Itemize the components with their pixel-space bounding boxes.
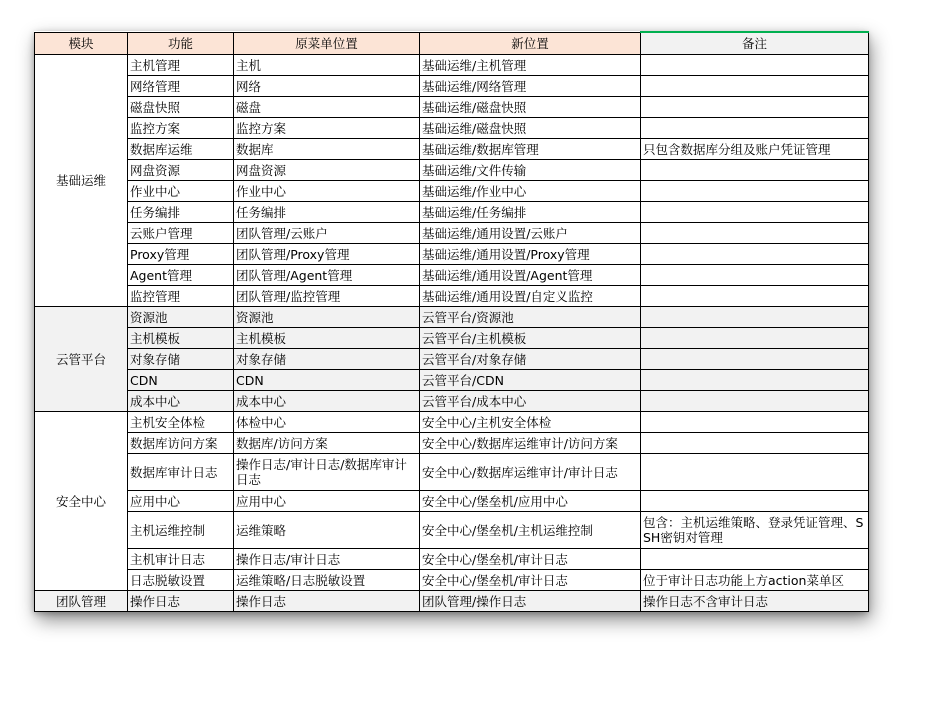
function-cell[interactable]: 操作日志: [128, 591, 234, 612]
original-menu-cell[interactable]: 任务编排: [234, 202, 420, 223]
new-location-cell[interactable]: 基础运维/主机管理: [420, 55, 641, 76]
new-location-cell[interactable]: 基础运维/文件传输: [420, 160, 641, 181]
function-cell[interactable]: 数据库访问方案: [128, 433, 234, 454]
header-original-menu: 原菜单位置: [234, 32, 420, 55]
function-cell[interactable]: 监控方案: [128, 118, 234, 139]
note-cell[interactable]: [641, 328, 869, 349]
table-row: [35, 349, 869, 370]
function-cell[interactable]: 数据库审计日志: [128, 454, 234, 491]
new-location-cell[interactable]: 安全中心/主机安全体检: [420, 412, 641, 433]
function-cell[interactable]: 日志脱敏设置: [128, 570, 234, 591]
function-cell[interactable]: 主机审计日志: [128, 549, 234, 570]
note-cell[interactable]: [641, 160, 869, 181]
original-menu-cell[interactable]: 团队管理/Proxy管理: [234, 244, 420, 265]
module-cell[interactable]: 基础运维: [35, 55, 128, 307]
note-cell[interactable]: [641, 433, 869, 454]
new-location-cell[interactable]: 基础运维/通用设置/云账户: [420, 223, 641, 244]
table-row: [35, 307, 869, 328]
note-cell[interactable]: [641, 307, 869, 328]
header-function: 功能: [128, 32, 234, 55]
header-module: 模块: [35, 32, 128, 55]
new-location-cell[interactable]: 安全中心/数据库运维审计/访问方案: [420, 433, 641, 454]
new-location-cell[interactable]: 安全中心/堡垒机/审计日志: [420, 570, 641, 591]
original-menu-cell[interactable]: 体检中心: [234, 412, 420, 433]
note-cell[interactable]: [641, 549, 869, 570]
new-location-cell[interactable]: 基础运维/磁盘快照: [420, 118, 641, 139]
table-row: [35, 118, 869, 139]
function-cell[interactable]: CDN: [128, 370, 234, 391]
function-cell[interactable]: 网盘资源: [128, 160, 234, 181]
table-row: [35, 549, 869, 570]
table-row: [35, 97, 869, 118]
header-row: [35, 32, 869, 55]
original-menu-cell[interactable]: 团队管理/Agent管理: [234, 265, 420, 286]
function-cell[interactable]: 对象存储: [128, 349, 234, 370]
new-location-cell[interactable]: 团队管理/操作日志: [420, 591, 641, 612]
table-row: [35, 433, 869, 454]
note-cell[interactable]: [641, 118, 869, 139]
note-cell[interactable]: [641, 370, 869, 391]
note-cell[interactable]: [641, 244, 869, 265]
table-row: [35, 570, 869, 591]
new-location-cell[interactable]: 云管平台/主机模板: [420, 328, 641, 349]
module-cell[interactable]: 安全中心: [35, 412, 128, 591]
note-cell[interactable]: [641, 412, 869, 433]
new-location-cell[interactable]: 云管平台/成本中心: [420, 391, 641, 412]
original-menu-cell[interactable]: 成本中心: [234, 391, 420, 412]
table-row: [35, 412, 869, 433]
note-cell[interactable]: [641, 202, 869, 223]
new-location-cell[interactable]: 基础运维/作业中心: [420, 181, 641, 202]
new-location-cell[interactable]: 云管平台/资源池: [420, 307, 641, 328]
original-menu-cell[interactable]: 数据库/访问方案: [234, 433, 420, 454]
function-cell[interactable]: 应用中心: [128, 491, 234, 512]
original-menu-cell[interactable]: 资源池: [234, 307, 420, 328]
original-menu-cell[interactable]: 磁盘: [234, 97, 420, 118]
table-row: [35, 76, 869, 97]
table-row: [35, 391, 869, 412]
original-menu-cell[interactable]: 操作日志/审计日志: [234, 549, 420, 570]
table-row: [35, 328, 869, 349]
note-cell[interactable]: [641, 181, 869, 202]
original-menu-cell[interactable]: 运维策略: [234, 512, 420, 549]
original-menu-cell[interactable]: 网络: [234, 76, 420, 97]
table-row: [35, 512, 869, 549]
function-cell[interactable]: 数据库运维: [128, 139, 234, 160]
new-location-cell[interactable]: 基础运维/磁盘快照: [420, 97, 641, 118]
new-location-cell[interactable]: 安全中心/堡垒机/审计日志: [420, 549, 641, 570]
note-cell[interactable]: [641, 286, 869, 307]
original-menu-cell[interactable]: 作业中心: [234, 181, 420, 202]
table-row: [35, 591, 869, 612]
table-row: [35, 286, 869, 307]
note-cell[interactable]: [641, 349, 869, 370]
header-notes[interactable]: 备注: [641, 32, 869, 55]
table-row: [35, 244, 869, 265]
original-menu-cell[interactable]: CDN: [234, 370, 420, 391]
new-location-cell[interactable]: 基础运维/通用设置/Proxy管理: [420, 244, 641, 265]
new-location-cell[interactable]: 云管平台/对象存储: [420, 349, 641, 370]
function-cell[interactable]: 主机安全体检: [128, 412, 234, 433]
note-cell[interactable]: 只包含数据库分组及账户凭证管理: [641, 139, 869, 160]
note-cell[interactable]: [641, 76, 869, 97]
table-row: [35, 202, 869, 223]
function-cell[interactable]: 资源池: [128, 307, 234, 328]
menu-migration-table: [34, 31, 869, 612]
new-location-cell[interactable]: 基础运维/通用设置/Agent管理: [420, 265, 641, 286]
header-new-location: 新位置: [420, 32, 641, 55]
table-row: [35, 370, 869, 391]
note-cell[interactable]: [641, 454, 869, 491]
table-body: [35, 55, 869, 612]
original-menu-cell[interactable]: 操作日志/审计日志/数据库审计日志: [234, 454, 420, 491]
function-cell[interactable]: Agent管理: [128, 265, 234, 286]
table-row: [35, 223, 869, 244]
original-menu-cell[interactable]: 主机模板: [234, 328, 420, 349]
function-cell[interactable]: 成本中心: [128, 391, 234, 412]
function-cell[interactable]: 磁盘快照: [128, 97, 234, 118]
function-cell[interactable]: 监控管理: [128, 286, 234, 307]
new-location-cell[interactable]: 基础运维/任务编排: [420, 202, 641, 223]
note-cell[interactable]: [641, 491, 869, 512]
new-location-cell[interactable]: 云管平台/CDN: [420, 370, 641, 391]
function-cell[interactable]: 任务编排: [128, 202, 234, 223]
function-cell[interactable]: 主机模板: [128, 328, 234, 349]
original-menu-cell[interactable]: 应用中心: [234, 491, 420, 512]
new-location-cell[interactable]: 安全中心/数据库运维审计/审计日志: [420, 454, 641, 491]
table-row: [35, 265, 869, 286]
note-cell[interactable]: [641, 223, 869, 244]
note-cell[interactable]: 位于审计日志功能上方action菜单区: [641, 570, 869, 591]
table-row: [35, 454, 869, 491]
spreadsheet: [34, 31, 868, 612]
table-row: [35, 160, 869, 181]
function-cell[interactable]: 主机运维控制: [128, 512, 234, 549]
function-cell[interactable]: 作业中心: [128, 181, 234, 202]
new-location-cell[interactable]: 安全中心/堡垒机/主机运维控制: [420, 512, 641, 549]
original-menu-cell[interactable]: 对象存储: [234, 349, 420, 370]
original-menu-cell[interactable]: 数据库: [234, 139, 420, 160]
note-cell[interactable]: 操作日志不含审计日志: [641, 591, 869, 612]
original-menu-cell[interactable]: 团队管理/监控管理: [234, 286, 420, 307]
new-location-cell[interactable]: 安全中心/堡垒机/应用中心: [420, 491, 641, 512]
table-row: [35, 491, 869, 512]
note-cell[interactable]: [641, 265, 869, 286]
original-menu-cell[interactable]: 监控方案: [234, 118, 420, 139]
original-menu-cell[interactable]: 主机: [234, 55, 420, 76]
original-menu-cell[interactable]: 团队管理/云账户: [234, 223, 420, 244]
original-menu-cell[interactable]: 运维策略/日志脱敏设置: [234, 570, 420, 591]
table-row: [35, 55, 869, 76]
function-cell[interactable]: 主机管理: [128, 55, 234, 76]
function-cell[interactable]: 网络管理: [128, 76, 234, 97]
new-location-cell[interactable]: 基础运维/数据库管理: [420, 139, 641, 160]
new-location-cell[interactable]: 基础运维/网络管理: [420, 76, 641, 97]
note-cell[interactable]: [641, 97, 869, 118]
new-location-cell[interactable]: 基础运维/通用设置/自定义监控: [420, 286, 641, 307]
note-cell[interactable]: 包含：主机运维策略、登录凭证管理、SSH密钥对管理: [641, 512, 869, 549]
module-cell[interactable]: 云管平台: [35, 307, 128, 412]
original-menu-cell[interactable]: 操作日志: [234, 591, 420, 612]
module-cell[interactable]: 团队管理: [35, 591, 128, 612]
function-cell[interactable]: Proxy管理: [128, 244, 234, 265]
table-row: [35, 139, 869, 160]
note-cell[interactable]: [641, 55, 869, 76]
note-cell[interactable]: [641, 391, 869, 412]
function-cell[interactable]: 云账户管理: [128, 223, 234, 244]
original-menu-cell[interactable]: 网盘资源: [234, 160, 420, 181]
table-row: [35, 181, 869, 202]
